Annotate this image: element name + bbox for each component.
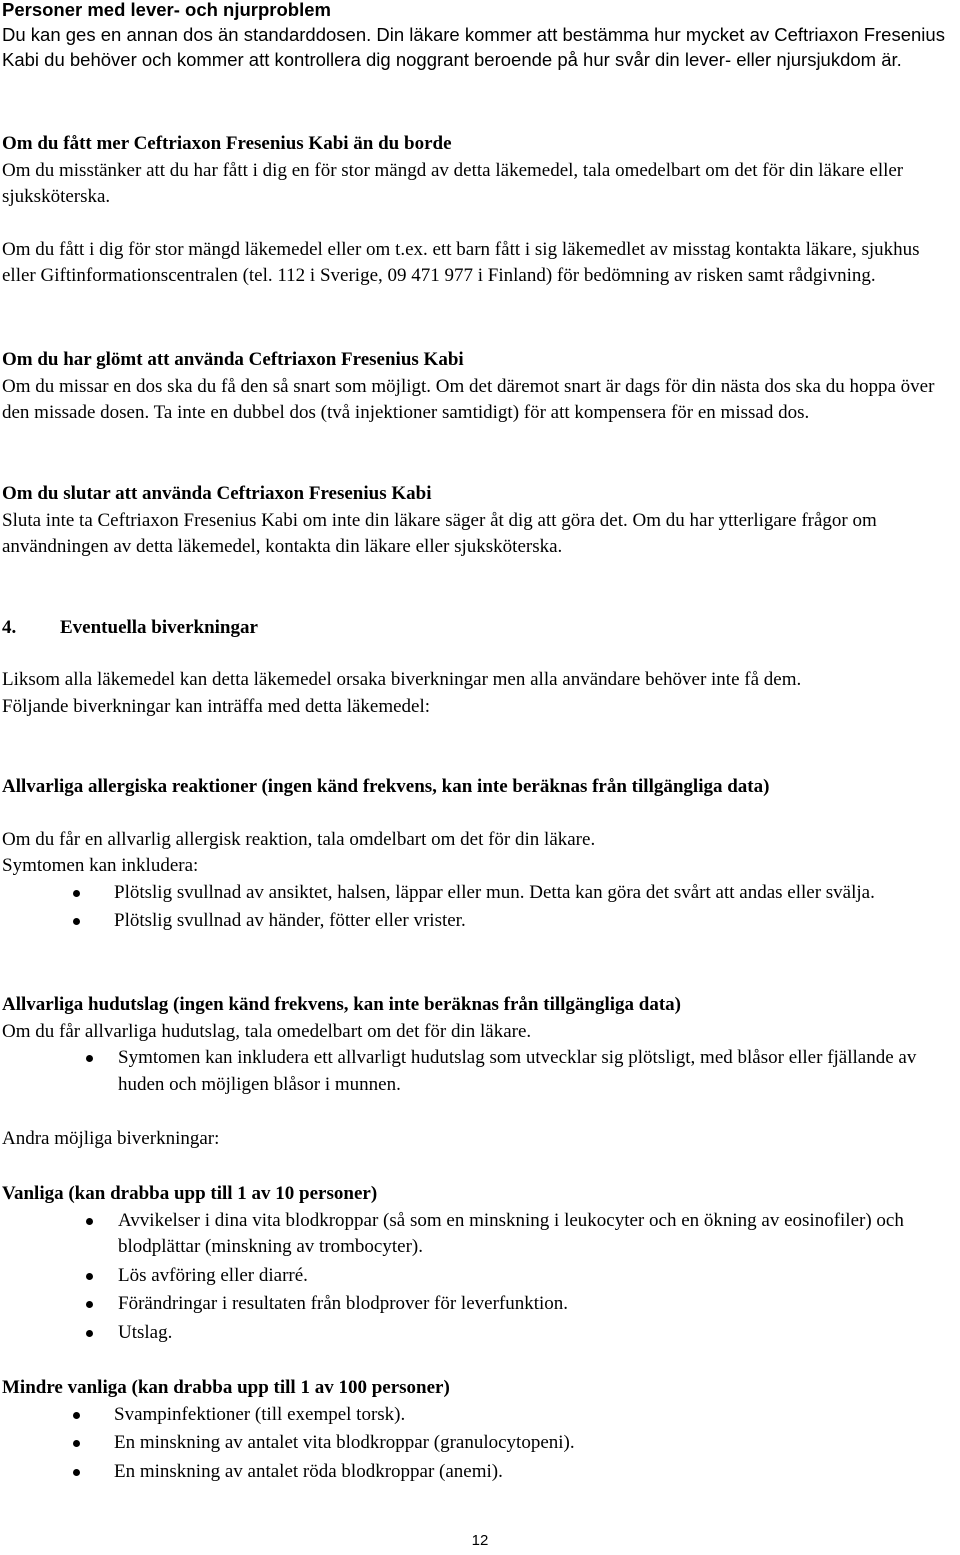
page-number: 12 (471, 1532, 489, 1549)
intro-paragraph: Liksom alla läkemedel kan detta läkemedel orsaka biverkningar men alla användare behöver inte få dem. (2, 669, 802, 690)
list-item: Avvikelser i dina vita blodkroppar (så som en minskning i leukocyter och en ökning av eosinofiler) och blodplättar (minskning av trombocyter). (2, 1208, 954, 1261)
list-item: En minskning av antalet röda blodkroppar (anemi). (2, 1459, 954, 1486)
symptom-list (2, 1045, 954, 1098)
section-heading: Om du har glömt att använda Ceftriaxon Fresenius Kabi (2, 349, 464, 370)
section-heading: Vanliga (kan drabba upp till 1 av 10 personer) (2, 1183, 378, 1204)
list-item: Plötslig svullnad av ansiktet, halsen, läppar eller mun. Detta kan göra det svårt att andas eller svälja. (2, 880, 954, 907)
section-heading: Mindre vanliga (kan drabba upp till 1 av 100 personer) (2, 1377, 450, 1398)
list-item: En minskning av antalet vita blodkroppar (granulocytopeni). (2, 1430, 954, 1457)
list-item: Förändringar i resultaten från blodprover för leverfunktion. (2, 1291, 954, 1318)
section-body: Symtomen kan inkludera: (2, 855, 199, 876)
section-allergic-reactions (2, 774, 954, 937)
chapter-title: Eventuella biverkningar (60, 617, 258, 638)
section-body: Om du misstänker att du har fått i dig en för stor mängd av detta läkemedel, tala omedelbart om det för din läkare eller sjuksköterska. (2, 159, 904, 207)
list-item: Plötslig svullnad av händer, fötter eller vrister. (2, 908, 954, 935)
section-heading: Allvarliga hudutslag (ingen känd frekvens, kan inte beräknas från tillgängliga data) (2, 994, 682, 1015)
section-heading: Allvarliga allergiska reaktioner (ingen känd frekvens, kan inte beräknas från tillgängliga data) (2, 776, 770, 797)
chapter-heading (2, 615, 954, 642)
intro-paragraph: Följande biverkningar kan inträffa med detta läkemedel: (2, 695, 431, 717)
section-missed-dose (2, 347, 954, 427)
section-body: Du kan ges en annan dos än standarddosen. Din läkare kommer att bestämma hur mycket av Ceftriaxon Fresenius Kabi du behöver och kommer att kontrollera dig noggrant beroende på hur svår din lever- eller njursjukdom är. (2, 24, 945, 70)
other-effects-label (2, 1126, 954, 1153)
section-body: Om du får en allvarlig allergisk reaktion, tala omdelbart om det för din läkare. (2, 828, 596, 850)
other-effects-text: Andra möjliga biverkningar: (2, 1128, 220, 1149)
section-liver-kidney (2, 0, 954, 72)
section-stop-using (2, 481, 954, 561)
intro (2, 667, 954, 720)
section-heading: Om du slutar att använda Ceftriaxon Fresenius Kabi (2, 483, 432, 504)
section-heading: Personer med lever- och njurproblem (2, 0, 331, 20)
section-body: Om du missar en dos ska du få den så snart som möjligt. Om det däremot snart är dags för din nästa dos ska du hoppa över den missade dosen. Ta inte en dubbel dos (två injektioner samtidigt) för att kompensera för en missad dos. (2, 375, 935, 423)
side-effect-list (2, 1402, 954, 1486)
section-body-poison-info: Om du fått i dig för stor mängd läkemedel eller om t.ex. ett barn fått i sig läkemedlet av misstag kontakta läkare, sjukhus eller Giftinformationscentralen (tel. 112 i Sverige, 09 471 977 i Finland) för bedömning av risken samt rådgivning. (2, 238, 920, 286)
section-common (2, 1181, 954, 1348)
section-overdose (2, 131, 954, 290)
section-body: Om du får allvarliga hudutslag, tala omedelbart om det för din läkare. (2, 1020, 532, 1042)
symptom-list (2, 880, 954, 935)
section-heading: Om du fått mer Ceftriaxon Fresenius Kabi än du borde (2, 133, 452, 154)
section-body: Sluta inte ta Ceftriaxon Fresenius Kabi om inte din läkare säger åt dig att göra det. Om du har ytterligare frågor om användningen av detta läkemedel, kontakta din läkare eller sjuksköterska. (2, 509, 877, 557)
side-effect-list (2, 1208, 954, 1347)
list-item: Svampinfektioner (till exempel torsk). (2, 1402, 954, 1429)
list-item: Lös avföring eller diarré. (2, 1263, 954, 1290)
section-skin-rash (2, 992, 954, 1100)
list-item: Utslag. (2, 1320, 954, 1347)
list-item: Symtomen kan inkludera ett allvarligt hudutslag som utvecklar sig plötsligt, med blåsor eller fjällande av huden och möjligen blåsor i munnen. (2, 1045, 954, 1098)
chapter-number: 4. (2, 617, 17, 638)
section-uncommon (2, 1375, 954, 1487)
